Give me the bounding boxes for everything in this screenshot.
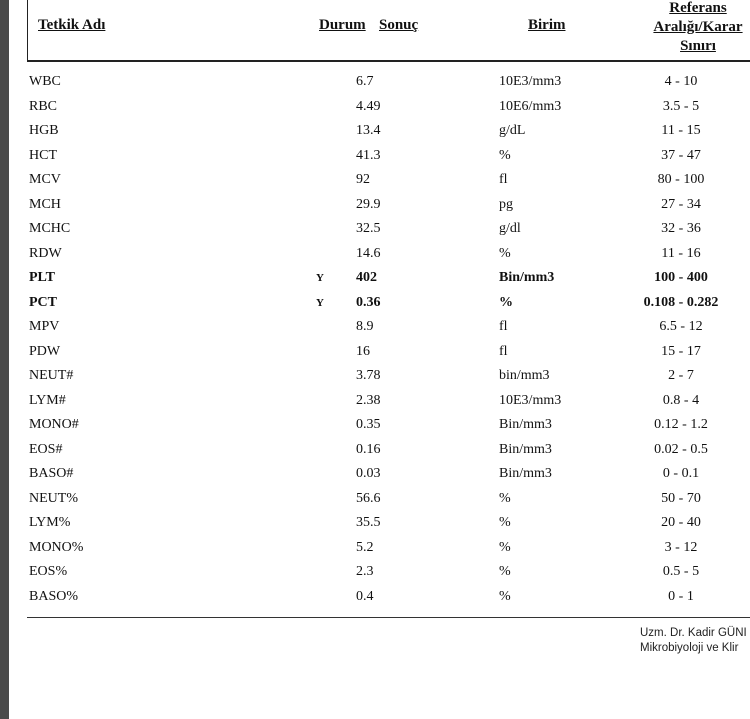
unit-cell: Bin/mm3	[499, 466, 552, 481]
reference-range-cell: 6.5 - 12	[659, 319, 703, 334]
test-name-cell: WBC	[29, 74, 61, 89]
test-name-cell: MCH	[29, 196, 61, 212]
reference-range-cell: 15 - 17	[661, 343, 701, 359]
unit-cell: g/dl	[499, 221, 521, 236]
table-row	[9, 71, 750, 96]
table-row	[9, 145, 750, 170]
unit-cell: g/dL	[499, 123, 526, 138]
result-value-cell: 29.9	[356, 196, 381, 212]
unit-cell: 10E3/mm3	[499, 392, 562, 408]
table-row	[9, 341, 750, 366]
table-row	[9, 243, 750, 268]
test-name-cell: NEUT#	[29, 368, 74, 383]
unit-cell: Bin/mm3	[499, 417, 552, 432]
result-value-cell: 8.9	[356, 319, 374, 334]
table-row	[9, 414, 750, 439]
result-value-cell: 16	[356, 343, 370, 359]
result-value-cell: 32.5	[356, 221, 381, 236]
unit-cell: pg	[499, 196, 513, 212]
reference-range-cell: 0.108 - 0.282	[643, 294, 719, 310]
unit-cell: fl	[499, 319, 508, 334]
table-row	[9, 218, 750, 243]
table-row	[9, 194, 750, 219]
test-name-cell: MCV	[29, 172, 61, 187]
doctor-signature	[640, 626, 747, 656]
test-name-cell: RBC	[29, 98, 58, 114]
result-value-cell: 35.5	[356, 515, 381, 530]
table-row	[9, 267, 750, 292]
lab-report-page	[9, 0, 750, 719]
unit-cell: fl	[499, 172, 508, 187]
table-row	[9, 292, 750, 317]
table-row	[9, 463, 750, 488]
reference-range-cell: 3 - 12	[664, 539, 698, 555]
test-name-cell: MONO%	[29, 539, 84, 555]
result-value-cell: 2.38	[356, 392, 381, 408]
test-name-cell: BASO#	[29, 466, 74, 481]
table-row	[9, 365, 750, 390]
reference-range-cell: 0.8 - 4	[662, 392, 700, 408]
result-value-cell: 0.35	[356, 417, 381, 432]
reference-range-cell: 80 - 100	[657, 172, 705, 187]
table-row	[9, 120, 750, 145]
table-row	[9, 561, 750, 586]
test-name-cell: BASO%	[29, 588, 79, 604]
reference-range-cell: 20 - 40	[661, 515, 701, 530]
test-name-cell: PDW	[29, 343, 61, 359]
reference-range-cell: 3.5 - 5	[662, 98, 700, 114]
unit-cell: %	[499, 245, 511, 261]
test-name-cell: EOS%	[29, 564, 68, 579]
unit-cell: %	[499, 147, 511, 163]
table-header	[27, 0, 750, 62]
result-value-cell: 0.4	[356, 588, 374, 604]
result-value-cell: 13.4	[356, 123, 381, 138]
unit-cell: %	[499, 490, 511, 506]
reference-range-cell: 32 - 36	[661, 221, 701, 236]
reference-range-cell: 4 - 10	[664, 74, 698, 89]
status-flag-cell: Y	[316, 296, 324, 309]
table-row	[9, 512, 750, 537]
header-ref-line2: Aralığı/Karar	[653, 19, 743, 35]
table-row	[9, 439, 750, 464]
table-row	[9, 586, 750, 611]
test-name-cell: EOS#	[29, 441, 63, 457]
result-value-cell: 3.78	[356, 368, 381, 383]
test-name-cell: HCT	[29, 147, 57, 163]
header-status: Durum	[319, 17, 366, 33]
reference-range-cell: 0.12 - 1.2	[654, 417, 708, 432]
result-value-cell: 0.16	[356, 441, 381, 457]
header-ref-line3: Sınırı	[680, 38, 716, 54]
signature-name: Uzm. Dr. Kadir GÜNI	[640, 627, 747, 639]
result-value-cell: 2.3	[356, 564, 374, 579]
reference-range-cell: 0 - 0.1	[662, 466, 700, 481]
unit-cell: %	[499, 515, 511, 530]
test-name-cell: MPV	[29, 319, 60, 334]
result-value-cell: 5.2	[356, 539, 374, 555]
result-value-cell: 0.36	[356, 294, 381, 310]
result-value-cell: 41.3	[356, 147, 381, 163]
unit-cell: bin/mm3	[499, 368, 550, 383]
signature-department: Mikrobiyoloji ve Klir	[640, 642, 739, 654]
reference-range-cell: 0.02 - 0.5	[654, 441, 708, 457]
result-value-cell: 56.6	[356, 490, 381, 506]
reference-range-cell: 37 - 47	[661, 147, 701, 163]
footer-divider	[27, 617, 750, 618]
unit-cell: %	[499, 588, 511, 604]
reference-range-cell: 11 - 15	[661, 123, 701, 138]
status-flag-cell: Y	[316, 272, 324, 284]
test-name-cell: LYM#	[29, 392, 66, 408]
table-row	[9, 390, 750, 415]
unit-cell: Bin/mm3	[499, 270, 555, 285]
unit-cell: %	[499, 294, 513, 310]
test-name-cell: HGB	[29, 123, 59, 138]
test-name-cell: PLT	[29, 270, 55, 285]
header-unit: Birim	[528, 17, 566, 33]
reference-range-cell: 0.5 - 5	[662, 564, 700, 579]
result-value-cell: 402	[356, 270, 377, 285]
reference-range-cell: 11 - 16	[661, 245, 701, 261]
test-name-cell: RDW	[29, 245, 62, 261]
test-name-cell: NEUT%	[29, 490, 78, 506]
reference-range-cell: 50 - 70	[661, 490, 701, 506]
unit-cell: fl	[499, 343, 508, 359]
table-row	[9, 537, 750, 562]
test-name-cell: MONO#	[29, 417, 79, 432]
header-reference-range	[635, 0, 750, 56]
results-table-body	[9, 71, 750, 610]
unit-cell: 10E3/mm3	[499, 74, 562, 89]
test-name-cell: PCT	[29, 294, 57, 310]
unit-cell: 10E6/mm3	[499, 98, 562, 114]
reference-range-cell: 27 - 34	[661, 196, 701, 212]
result-value-cell: 92	[356, 172, 370, 187]
unit-cell: %	[499, 539, 511, 555]
result-value-cell: 6.7	[356, 74, 374, 89]
table-row	[9, 96, 750, 121]
test-name-cell: LYM%	[29, 515, 71, 530]
table-row	[9, 169, 750, 194]
header-ref-line1: Referans	[669, 0, 727, 16]
viewer-left-edge	[0, 0, 9, 719]
result-value-cell: 0.03	[356, 466, 381, 481]
reference-range-cell: 0 - 1	[668, 588, 694, 604]
reference-range-cell: 100 - 400	[654, 270, 708, 285]
header-test-name: Tetkik Adı	[38, 17, 106, 33]
test-name-cell: MCHC	[29, 221, 71, 236]
table-row	[9, 316, 750, 341]
header-result: Sonuç	[379, 17, 419, 33]
unit-cell: %	[499, 564, 511, 579]
result-value-cell: 4.49	[356, 98, 381, 114]
result-value-cell: 14.6	[356, 245, 381, 261]
reference-range-cell: 2 - 7	[668, 368, 694, 383]
table-row	[9, 488, 750, 513]
unit-cell: Bin/mm3	[499, 441, 552, 457]
